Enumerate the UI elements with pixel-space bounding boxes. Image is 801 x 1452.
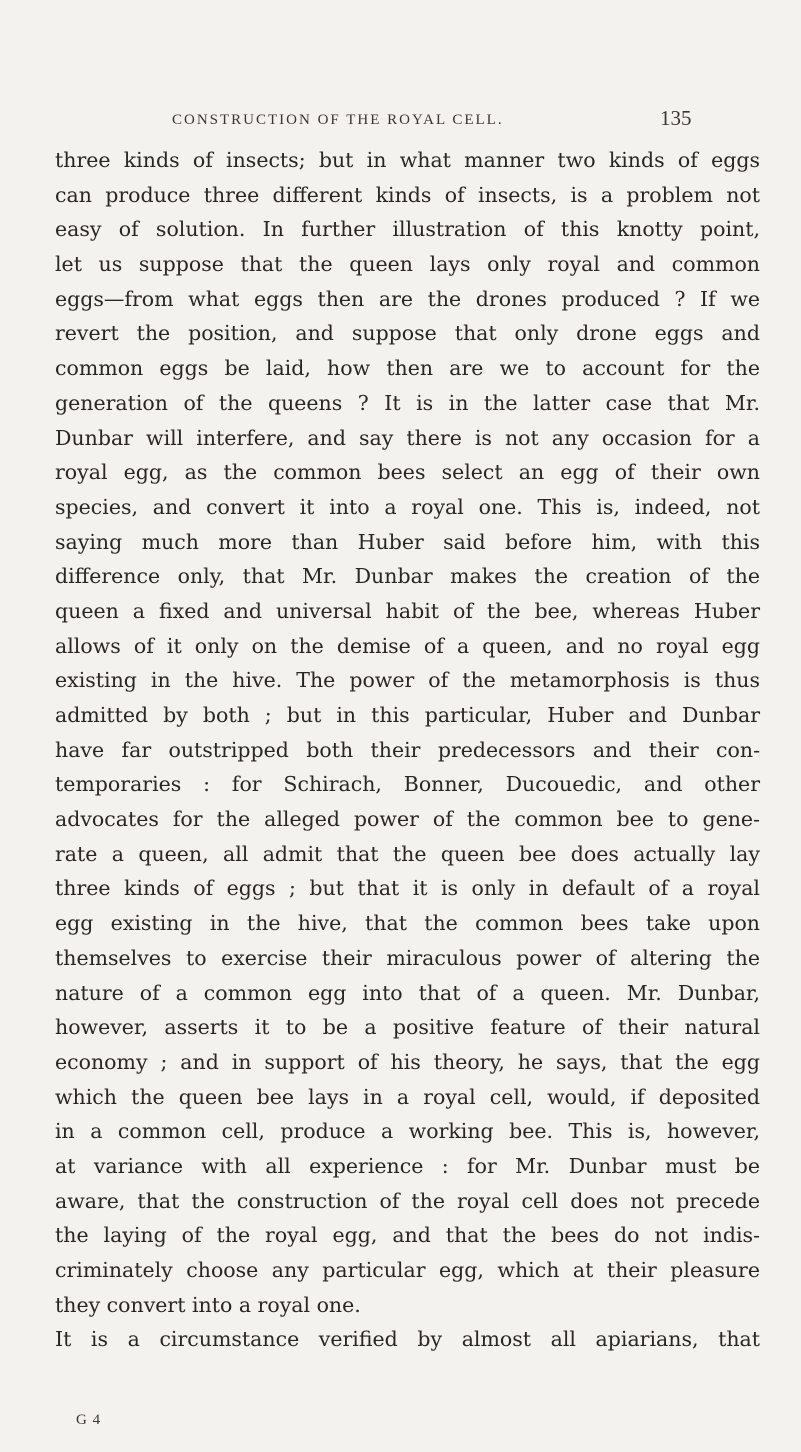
text-line: aware, that the construction of the royal cell does not precede [55,1188,760,1213]
text-line: have far outstripped both their predecessors and their con- [55,737,760,762]
text-line: difference only, that Mr. Dunbar makes the creation of the [55,564,760,589]
text-line: queen a fixed and universal habit of the bee, whereas Huber [55,598,760,623]
text-line: criminately choose any particular egg, which at their pleasure [55,1258,760,1282]
text-line: let us suppose that the queen lays only royal and common [55,252,760,277]
text-line: It is a circumstance verified by almost all apiarians, that [55,1327,760,1352]
text-line: temporaries : for Schirach, Bonner, Ducouedic, and other [55,772,760,797]
text-line: allows of it only on the demise of a queen, and no royal egg [55,633,760,658]
text-line: saying much more than Huber said before him, with this [55,529,760,554]
text-line: rate a queen, all admit that the queen bee does actually lay [55,841,760,866]
text-line: eggs—from what eggs then are the drones produced ? If we [55,286,760,311]
text-line: Dunbar will interfere, and say there is not any occasion for a [55,425,760,450]
text-line: egg existing in the hive, that the common bees take upon [55,911,760,936]
text-line: three kinds of eggs ; but that it is only in default of a royal [55,876,760,901]
signature-mark: G 4 [76,1412,102,1428]
text-line: however, asserts it to be a positive feature of their natural [55,1015,760,1040]
text-line: at variance with all experience : for Mr. Dunbar must be [55,1153,760,1178]
text-line: admitted by both ; but in this particular, Huber and Dunbar [55,703,760,727]
text-line: advocates for the alleged power of the common bee to gene- [55,807,760,832]
body-text [55,143,760,1357]
text-line: which the queen bee lays in a royal cell, would, if deposited [55,1084,760,1109]
running-title: CONSTRUCTION OF THE ROYAL CELL. [172,112,504,128]
text-line: species, and convert it into a royal one. This is, indeed, not [55,494,760,519]
text-line: easy of solution. In further illustration of this knotty point, [55,217,760,242]
text-line: generation of the queens ? It is in the latter case that Mr. [55,390,760,415]
text-line: the laying of the royal egg, and that the bees do not indis- [55,1223,760,1248]
text-line: they convert into a royal one. [55,1292,361,1317]
text-line: three kinds of insects; but in what manner two kinds of eggs [55,148,760,172]
text-line: revert the position, and suppose that only drone eggs and [55,321,760,346]
running-head [0,106,801,136]
text-line: themselves to exercise their miraculous power of altering the [55,945,760,970]
text-line: economy ; and in support of his theory, he says, that the egg [55,1049,760,1074]
page-number: 135 [660,106,692,130]
text-line: common eggs be laid, how then are we to account for the [55,356,760,381]
text-line: royal egg, as the common bees select an egg of their own [55,460,760,485]
text-line: nature of a common egg into that of a queen. Mr. Dunbar, [55,980,760,1005]
text-line: can produce three different kinds of insects, is a problem not [55,182,760,207]
text-line: existing in the hive. The power of the metamorphosis is thus [55,668,760,693]
text-line: in a common cell, produce a working bee. This is, however, [55,1119,760,1144]
